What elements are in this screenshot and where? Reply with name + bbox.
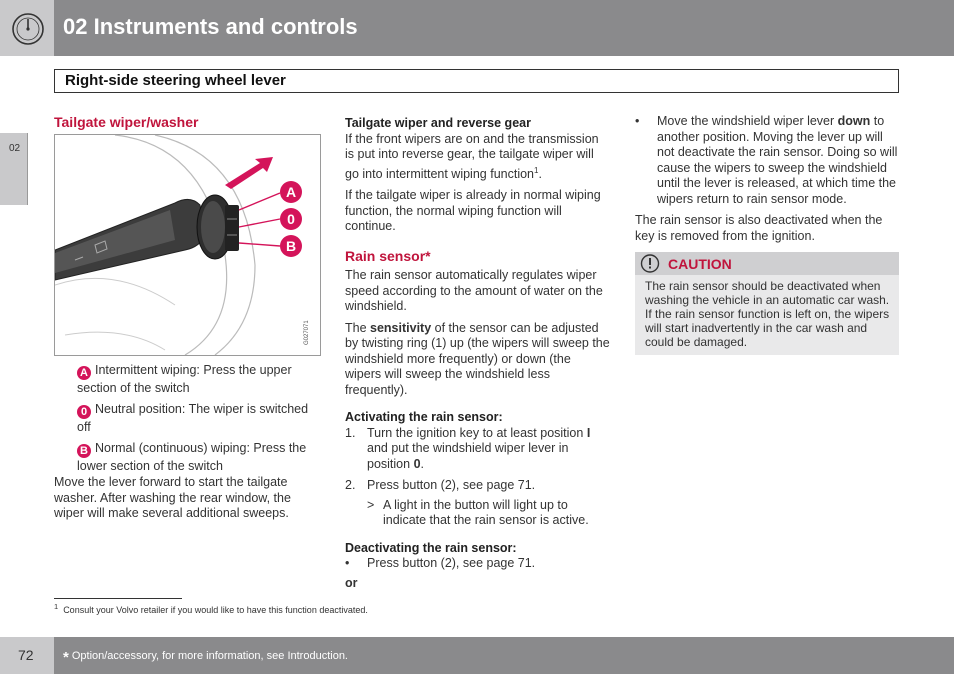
column-right — [635, 114, 900, 250]
reverse-gear-text: If the front wipers are on and the transmission is put into reverse gear, the tailgate wiper will go into intermittent wiping function — [345, 131, 599, 181]
sensitivity-term: sensitivity — [370, 320, 432, 335]
lever-text-c: to another position. Moving the lever up will not deactivate the rain sensor. Doing so will cause the wipers to sweep the windshield until the lever is released, at which time the wipers return to rain sensor mode. — [657, 114, 898, 206]
lever-text-a: Move the windshield wiper lever — [657, 114, 838, 128]
side-tab-label: 02 — [9, 143, 21, 154]
sensitivity-text-c: of the sensor can be adjusted by twisting ring (1) up (the wipers will sweep the windshield more frequently) or down (the wipers will sweep the windshield less frequently). — [345, 320, 610, 397]
or-label: or — [345, 575, 358, 590]
footnote-ref: 1 — [534, 165, 539, 175]
rain-sensor-paragraph: The rain sensor automatically regulates wiper speed according to the amount of water on the windshield. — [345, 268, 603, 314]
page-number-box — [0, 637, 54, 674]
deactivating-heading: Deactivating the rain sensor: — [345, 540, 517, 555]
column-middle — [345, 116, 610, 591]
step-1-position-0: 0 — [413, 456, 421, 471]
speedometer-icon — [0, 0, 54, 56]
deactivate-bullet-text: Press button (2), see page 71. — [367, 556, 536, 571]
substep-marker: > — [367, 497, 375, 512]
chapter-icon-box — [0, 0, 54, 56]
chapter-title: 02 Instruments and controls — [63, 14, 358, 39]
tailgate-wiper-heading: Tailgate wiper/washer — [54, 114, 199, 130]
option-star: * — [63, 649, 69, 666]
bullet-marker: • — [345, 556, 350, 571]
legend-item-a — [77, 362, 322, 396]
legend-badge-0: 0 — [77, 405, 91, 419]
section-title: Right-side steering wheel lever — [65, 72, 286, 89]
bullet-marker: • — [635, 114, 640, 128]
step-1-period: . — [420, 456, 424, 471]
legend-text-b: Normal (continuous) wiping: Press the lower section of the switch — [77, 441, 307, 473]
page-footer — [0, 637, 954, 674]
legend-badge-a: A — [77, 366, 91, 380]
footnote-divider — [54, 598, 182, 599]
legend-item-b — [77, 440, 322, 474]
reverse-gear-period: . — [538, 166, 542, 181]
callout-a-label: A — [285, 184, 297, 200]
deactivate-bullet — [345, 556, 610, 572]
footnote — [54, 602, 368, 615]
legend-item-0 — [77, 401, 322, 435]
page-number: 72 — [18, 647, 34, 663]
chapter-side-tab — [0, 133, 28, 205]
activate-step-2 — [345, 478, 610, 494]
step-2-text: Press button (2), see page 71. — [367, 478, 536, 493]
exclamation-icon — [638, 252, 662, 275]
caution-title: CAUTION — [668, 256, 732, 272]
sensitivity-text-a: The — [345, 320, 371, 335]
activate-step-1 — [345, 426, 610, 473]
step-1-text-c: and put the windshield wiper lever in position — [367, 441, 569, 471]
step-1-position-i: I — [586, 425, 591, 440]
activate-substep — [367, 498, 610, 529]
step-1-text-a: Turn the ignition key to at least position — [367, 425, 587, 440]
reverse-gear-heading: Tailgate wiper and reverse gear — [345, 116, 531, 130]
footer-note — [63, 649, 348, 666]
key-removed-paragraph: The rain sensor is also deactivated when the key is removed from the ignition. — [635, 213, 883, 243]
wiper-lever-drawing — [55, 135, 320, 355]
legend-text-a: Intermittent wiping: Press the upper section of the switch — [77, 363, 292, 395]
step-2-number: 2. — [345, 478, 356, 493]
caution-header — [635, 252, 899, 275]
illustration-code: G027071 — [304, 320, 310, 345]
callout-b-label: B — [285, 238, 297, 254]
lever-down-term: down — [837, 114, 871, 128]
sensitivity-paragraph — [345, 321, 610, 399]
legend-text-0: Neutral position: The wiper is switched off — [77, 402, 309, 434]
caution-box — [635, 252, 899, 355]
legend-badge-b: B — [77, 444, 91, 458]
rain-sensor-heading: Rain sensor* — [345, 247, 431, 264]
reverse-gear-paragraph — [345, 132, 610, 183]
footnote-number: 1 — [54, 602, 59, 611]
chapter-header — [0, 0, 954, 56]
substep-text: A light in the button will light up to indicate that the rain sensor is active. — [383, 497, 589, 528]
wiper-lever-illustration — [54, 134, 321, 356]
step-1-number: 1. — [345, 425, 356, 440]
section-title-bar — [54, 69, 899, 93]
caution-text: The rain sensor should be deactivated when washing the vehicle in an automatic car wash. If the rain sensor function is left on, the wipers will start inadvertently in the car wash and could be damaged. — [645, 279, 890, 349]
tailgate-washer-paragraph: Move the lever forward to start the tailgate washer. After washing the rear window, the wiper will make several additional sweeps. — [54, 475, 291, 520]
footnote-text: Consult your Volvo retailer if you would like to have this function deactivated. — [63, 605, 368, 615]
deactivate-lever-bullet — [635, 114, 900, 207]
activating-heading: Activating the rain sensor: — [345, 410, 503, 425]
footer-note-text: Option/accessory, for more information, see Introduction. — [71, 650, 348, 662]
normal-wiping-paragraph: If the tailgate wiper is already in normal wiping function, the normal wiping function will continue. — [345, 188, 601, 234]
callout-0-label: 0 — [287, 211, 295, 227]
